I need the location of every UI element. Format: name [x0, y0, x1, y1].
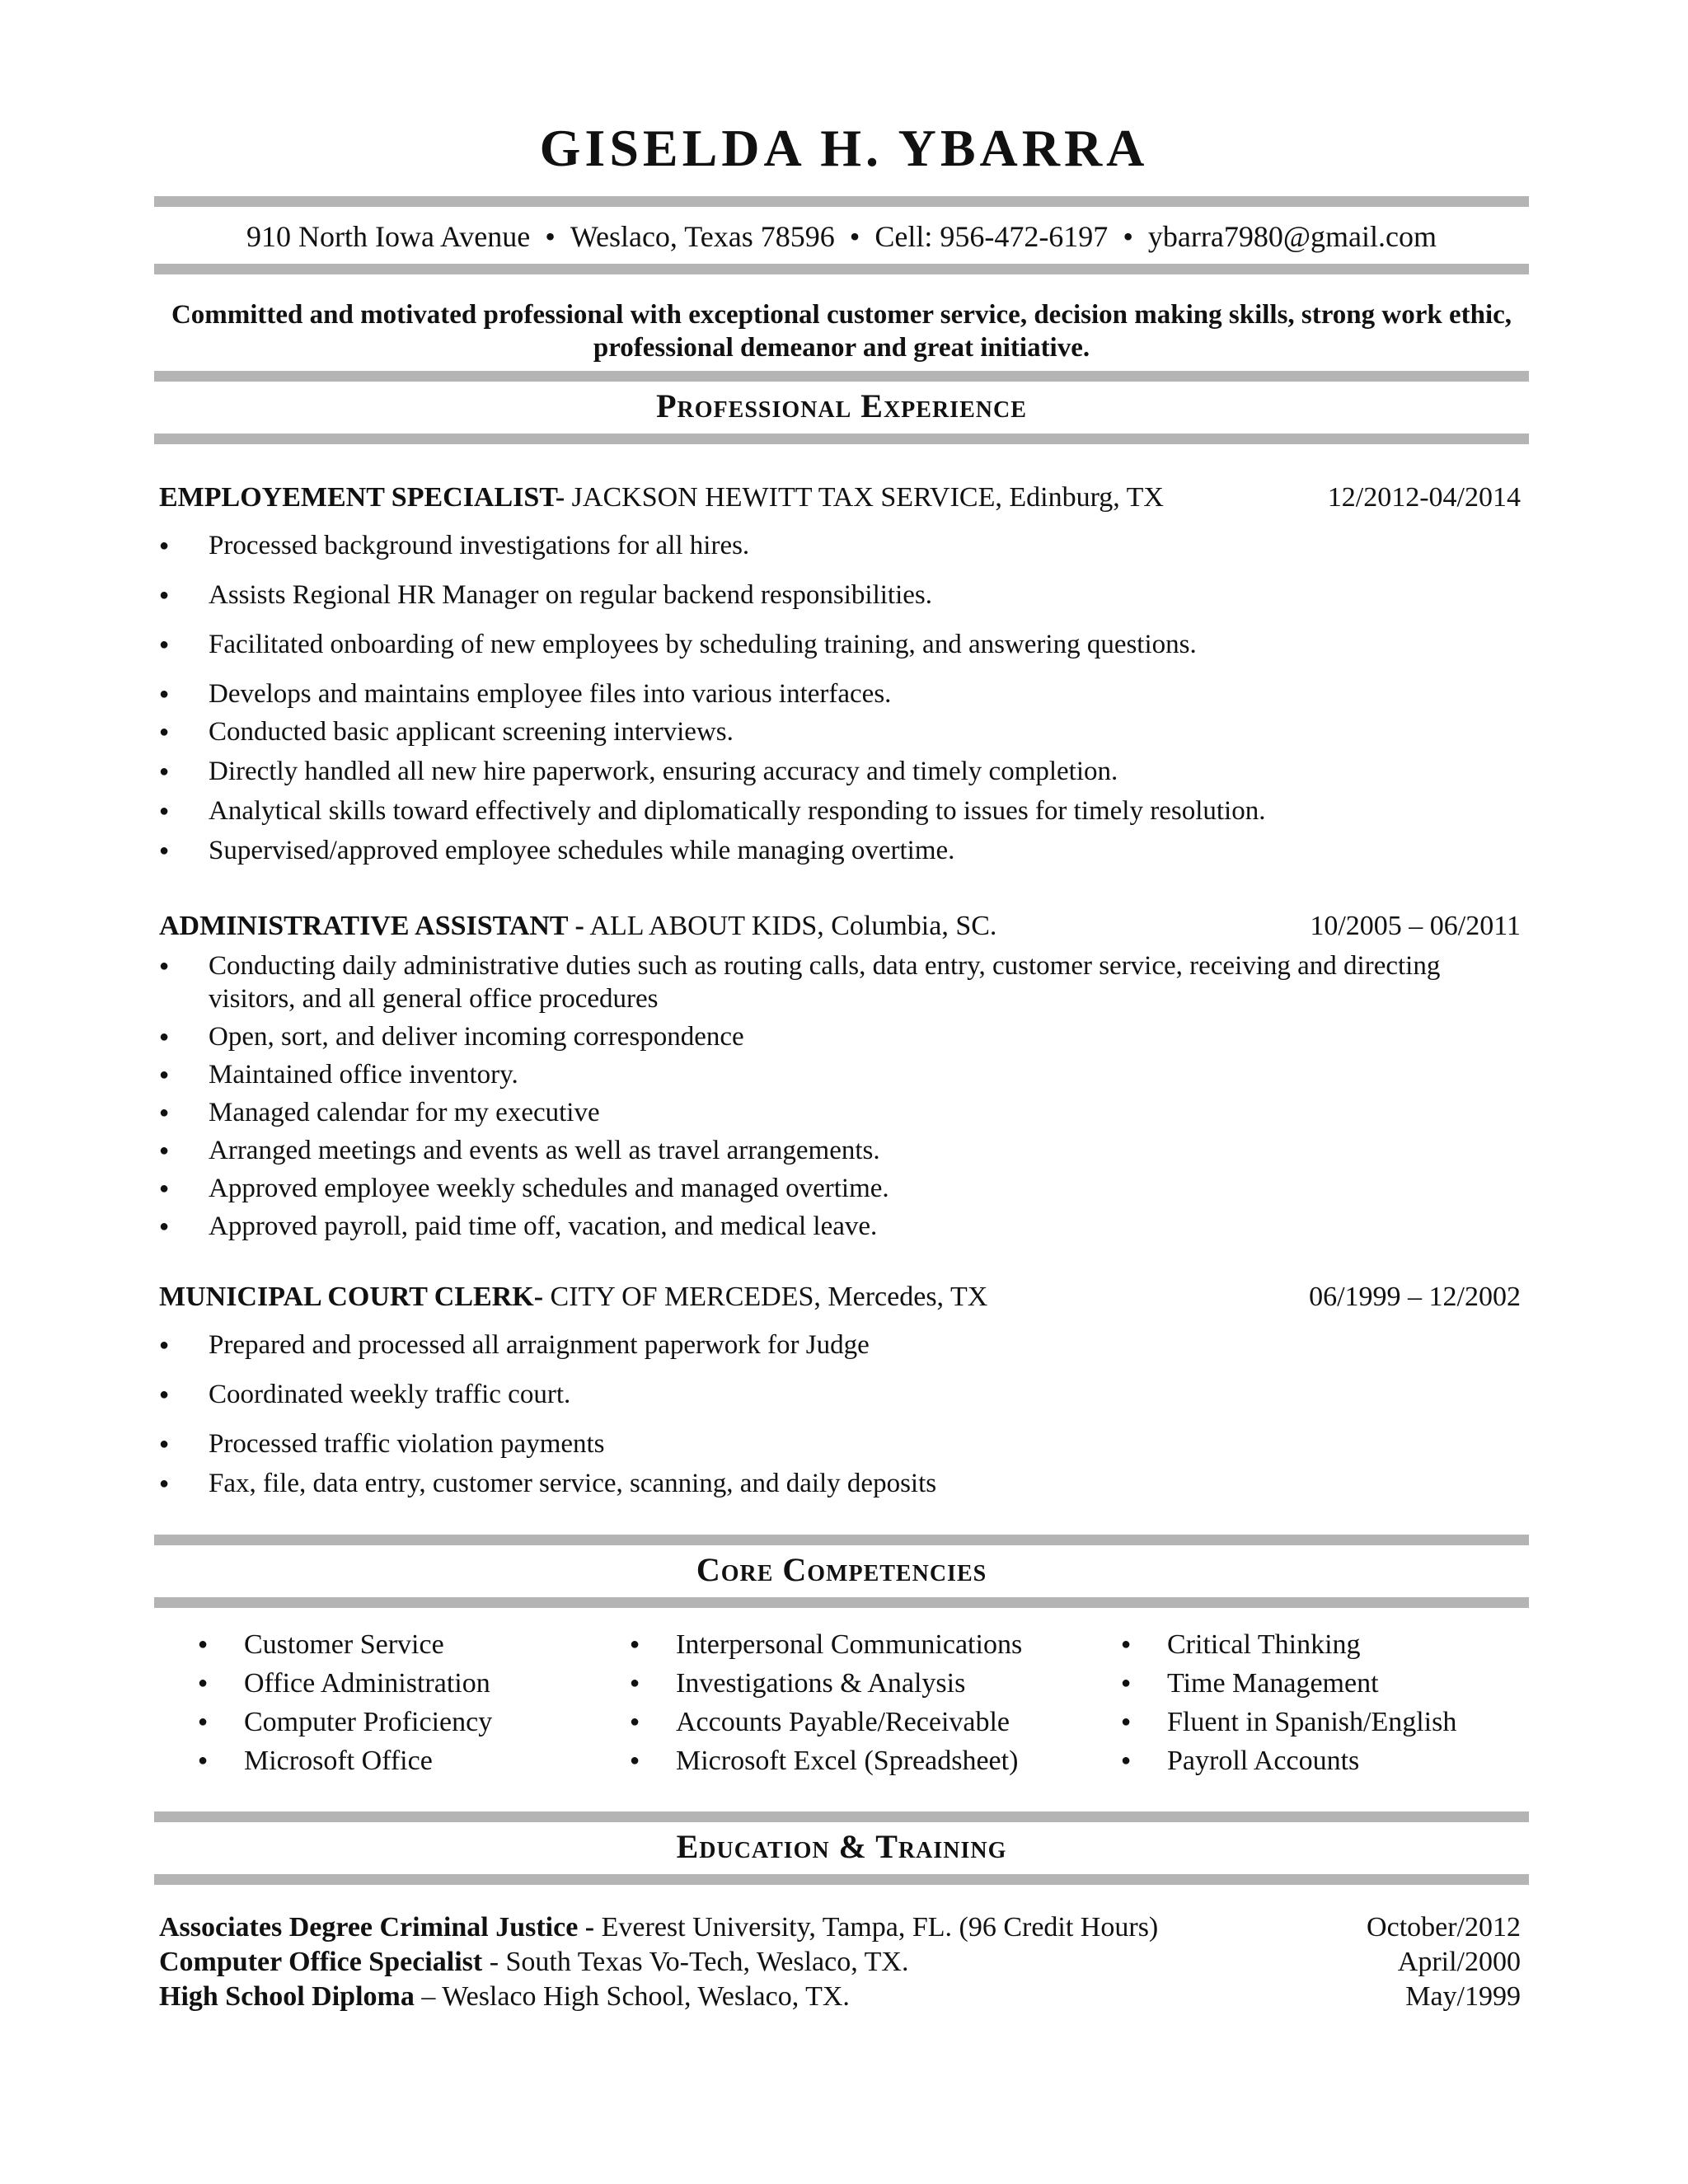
email: ybarra7980@gmail.com: [1147, 220, 1437, 253]
job-header: [159, 480, 1521, 516]
list-item: ● Prepared and processed all arraignment paperwork for Judge: [159, 1329, 1521, 1361]
list-item: ● Processed traffic violation payments: [159, 1427, 1521, 1460]
education-entry: [159, 1910, 1521, 1945]
list-item: ● Computer Proficiency: [198, 1703, 492, 1741]
separator-dot: •: [545, 220, 556, 253]
list-item: ● Investigations & Analysis: [630, 1664, 1022, 1703]
contact-line: [154, 216, 1529, 257]
divider-rule: [154, 434, 1529, 444]
job-header: [159, 908, 1521, 944]
list-item: ● Approved payroll, paid time off, vacation, and medical leave.: [159, 1210, 1521, 1243]
divider-rule: [154, 1535, 1529, 1545]
job-employer: JACKSON HEWITT TAX SERVICE, Edinburg, TX: [565, 482, 1164, 513]
list-item: ● Fluent in Spanish/English: [1121, 1703, 1456, 1741]
degree: High School Diploma: [159, 1981, 415, 2012]
competency-column: [630, 1625, 1022, 1780]
divider-rule: [154, 196, 1529, 207]
school: Everest University, Tampa, FL. (96 Credit Hours): [594, 1912, 1159, 1943]
competency-column: [198, 1625, 492, 1780]
job-dates: 10/2005 – 06/2011: [1310, 911, 1521, 941]
job-bullets: [159, 529, 1521, 867]
divider-rule: [154, 264, 1529, 274]
list-item: ● Maintained office inventory.: [159, 1058, 1521, 1091]
degree: Associates Degree Criminal Justice -: [159, 1912, 595, 1943]
education-entry: [159, 1980, 1521, 2014]
job-dates: 06/1999 – 12/2002: [1309, 1282, 1521, 1312]
list-item: ● Processed background investigations for all hires.: [159, 529, 1521, 562]
job-bullets: [159, 949, 1521, 1243]
job-title: MUNICIPAL COURT CLERK-: [159, 1282, 544, 1312]
section-title-education: Education & Training: [676, 1828, 1007, 1865]
list-item: ● Arranged meetings and events as well as travel arrangements.: [159, 1134, 1521, 1167]
separator-dot: •: [849, 220, 860, 253]
divider-rule: [154, 1597, 1529, 1608]
section-title-experience: Professional Experience: [656, 387, 1027, 424]
list-item: ● Office Administration: [198, 1664, 492, 1703]
job-employer: CITY OF MERCEDES, Mercedes, TX: [543, 1282, 988, 1312]
list-item: ● Customer Service: [198, 1625, 492, 1664]
address: 910 North Iowa Avenue: [246, 220, 531, 253]
education-date: April/2000: [1397, 1947, 1521, 1977]
divider-rule: [154, 1874, 1529, 1885]
city-state-zip: Weslaco, Texas 78596: [570, 220, 835, 253]
list-item: ● Open, sort, and deliver incoming correspondence: [159, 1020, 1521, 1053]
list-item: ● Conducted basic applicant screening interviews.: [159, 715, 1521, 748]
divider-rule: [154, 1811, 1529, 1822]
job-employer: ALL ABOUT KIDS, Columbia, SC.: [584, 911, 997, 941]
list-item: ● Approved employee weekly schedules and managed overtime.: [159, 1172, 1521, 1205]
list-item: ● Critical Thinking: [1121, 1625, 1456, 1664]
summary-statement: Committed and motivated professional with exceptional customer service, decision making skills, strong work ethic, professional demeanor and great initiative.: [171, 300, 1512, 363]
list-item: ● Conducting daily administrative duties such as routing calls, data entry, customer service, receiving and directing visitors, and all general office procedures: [159, 949, 1521, 1015]
list-item: ● Microsoft Excel (Spreadsheet): [630, 1741, 1022, 1780]
list-item: ● Analytical skills toward effectively and diplomatically responding to issues for timely resolution.: [159, 794, 1521, 827]
list-item: ● Supervised/approved employee schedules while managing overtime.: [159, 834, 1521, 867]
job-dates: 12/2012-04/2014: [1327, 482, 1521, 513]
section-title-competencies: Core Competencies: [696, 1551, 987, 1588]
competency-column: [1121, 1625, 1456, 1780]
list-item: ● Develops and maintains employee files into various interfaces.: [159, 677, 1521, 710]
school: - South Texas Vo-Tech, Weslaco, TX.: [482, 1947, 909, 1977]
phone: Cell: 956-472-6197: [874, 220, 1109, 253]
list-item: ● Managed calendar for my executive: [159, 1096, 1521, 1129]
education-date: May/1999: [1405, 1981, 1521, 2012]
list-item: ● Interpersonal Communications: [630, 1625, 1022, 1664]
job-bullets: [159, 1329, 1521, 1500]
list-item: ● Time Management: [1121, 1664, 1456, 1703]
job-header: [159, 1279, 1521, 1315]
job-title: EMPLOYEMENT SPECIALIST-: [159, 482, 565, 513]
divider-rule: [154, 371, 1529, 382]
list-item: ● Facilitated onboarding of new employees by scheduling training, and answering questions.: [159, 628, 1521, 661]
list-item: ● Microsoft Office: [198, 1741, 492, 1780]
school: – Weslaco High School, Weslaco, TX.: [414, 1981, 850, 2012]
list-item: ● Accounts Payable/Receivable: [630, 1703, 1022, 1741]
job-title: ADMINISTRATIVE ASSISTANT -: [159, 911, 584, 941]
degree: Computer Office Specialist: [159, 1947, 483, 1977]
separator-dot: •: [1123, 220, 1133, 253]
list-item: ● Directly handled all new hire paperwork, ensuring accuracy and timely completion.: [159, 755, 1521, 788]
candidate-name: GISELDA H. YBARRA: [539, 119, 1149, 177]
list-item: ● Payroll Accounts: [1121, 1741, 1456, 1780]
education-date: October/2012: [1367, 1912, 1521, 1943]
education-entry: [159, 1945, 1521, 1980]
list-item: ● Fax, file, data entry, customer service, scanning, and daily deposits: [159, 1467, 1521, 1500]
list-item: ● Coordinated weekly traffic court.: [159, 1378, 1521, 1411]
list-item: ● Assists Regional HR Manager on regular backend responsibilities.: [159, 579, 1521, 612]
